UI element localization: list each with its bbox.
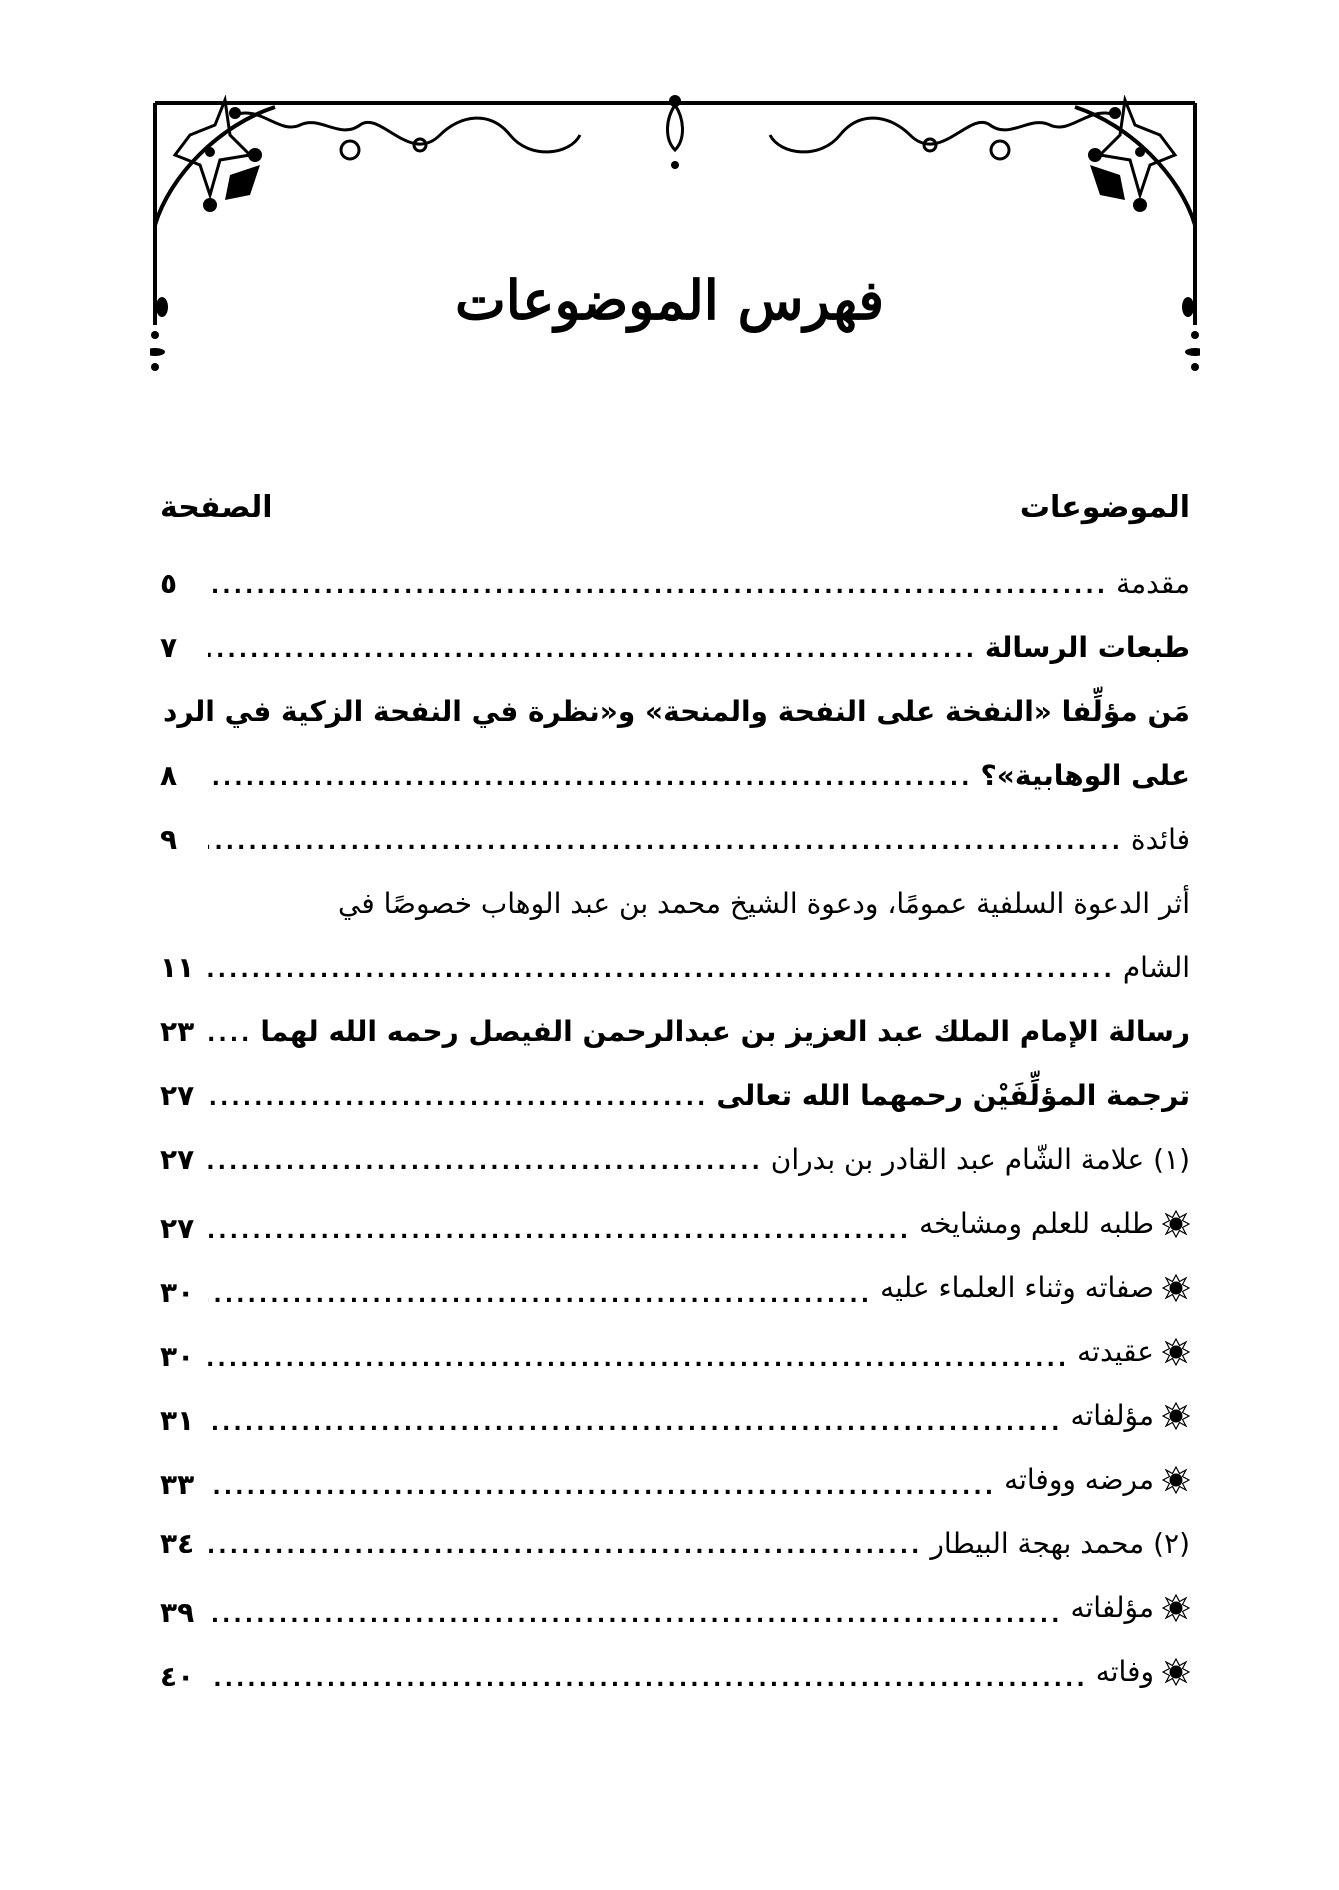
dot-leader [208,1264,872,1328]
toc-header [160,490,1190,552]
dot-leader [208,1200,911,1264]
dot-leader [208,555,1108,619]
toc-entry[interactable] [160,744,1190,808]
toc-entry-page-number: ٣٠ [160,1340,195,1373]
toc-entry[interactable] [160,1064,1190,1128]
dot-leader [208,1003,252,1067]
dot-leader [208,747,973,811]
toc-entry[interactable] [160,616,1190,680]
octagram-bullet-icon [1162,1466,1190,1494]
toc-entry-label [930,1512,1190,1576]
toc-entry-label [985,616,1190,680]
toc-entry-page-number: ٥ [160,567,178,600]
toc-entry-page-number: ٣٣ [160,1468,195,1501]
toc-entry-page-number: ٢٧ [160,1212,195,1245]
toc-entry-page-number: ٢٧ [160,1143,195,1176]
toc-entries [160,552,1190,1704]
dot-leader [208,1131,763,1195]
toc-entry-label [771,1128,1190,1192]
toc-entry-page-number: ٢٣ [160,1015,195,1048]
toc-entry-label [163,680,1190,744]
toc-entry[interactable] [160,808,1190,872]
dot-leader [208,811,1123,875]
toc-entry-page-number: ٢٧ [160,1079,195,1112]
dot-leader [208,1328,1069,1392]
toc-entry-text: مؤلفاته [1070,1399,1154,1432]
toc-entry[interactable] [160,1512,1190,1576]
dot-leader [208,1456,996,1520]
toc-entry-text: مَن مؤلِّفا «النفخة على النفحة والمنحة» و«نظرة في النفحة الزكية في الرد [162,695,1190,728]
toc-entry[interactable] [160,936,1190,1000]
dot-leader [208,1392,1063,1456]
toc-entry-label [1131,808,1190,872]
toc-entry[interactable] [160,1128,1190,1192]
toc-entry-label [1116,552,1190,616]
toc-entry-label [919,1192,1190,1256]
toc-entry-label [338,872,1190,936]
toc-entry-text: فائدة [1130,823,1190,856]
toc-entry-label [1071,1384,1191,1448]
toc-entry-label [1071,1576,1191,1640]
octagram-bullet-icon [1162,1274,1190,1302]
toc-entry[interactable] [160,1448,1190,1512]
dot-leader [208,1648,1088,1712]
toc-entry-page-number: ١١ [160,951,195,984]
toc-entry[interactable] [160,1576,1190,1640]
toc-entry-label [880,1256,1190,1320]
toc-entry-page-number: ٣٤ [160,1527,195,1560]
dot-leader [208,1584,1063,1648]
toc-entry-page-number: ٣١ [160,1404,195,1437]
toc-entry-text: ترجمة المؤلِّفَيْن رحمهما الله تعالى [716,1079,1190,1112]
toc-entry-text: مرضه ووفاته [1004,1463,1154,1496]
dot-leader [208,1067,708,1131]
octagram-bullet-icon [1162,1402,1190,1430]
toc-entry-text: طلبه للعلم ومشايخه [919,1207,1154,1240]
toc-entry-label [1077,1320,1190,1384]
toc-entry-label [1123,936,1190,1000]
toc-entry[interactable] [160,872,1190,936]
toc-entry[interactable] [160,1000,1190,1064]
octagram-bullet-icon [1162,1594,1190,1622]
octagram-bullet-icon [1162,1338,1190,1366]
toc-entry-text: عقيدته [1077,1335,1154,1368]
toc-entry-page-number: ٩ [160,823,178,856]
topics-column-header: الموضوعات [1019,490,1190,525]
toc-entry-text: صفاته وثناء العلماء عليه [880,1271,1154,1304]
toc-entry-text: وفاته [1095,1655,1154,1688]
dot-leader [208,619,977,683]
toc-entry-text: طبعات الرسالة [984,631,1190,664]
toc-entry-text: (١) علامة الشّام عبد القادر بن بدران [770,1143,1190,1176]
toc-entry-page-number: ٨ [160,759,178,792]
table-of-contents [160,490,1190,1704]
toc-entry[interactable] [160,1192,1190,1256]
toc-entry-text: على الوهابية»؟ [980,759,1190,792]
toc-entry[interactable] [160,1640,1190,1704]
octagram-bullet-icon [1162,1658,1190,1686]
toc-entry-text: مقدمة [1116,567,1190,600]
toc-entry-page-number: ٣٠ [160,1276,195,1309]
octagram-bullet-icon [1162,1210,1190,1238]
toc-entry-text: مؤلفاته [1070,1591,1154,1624]
ornamental-header-frame [150,95,1200,395]
toc-entry-text: (٢) محمد بهجة البيطار [930,1527,1190,1560]
dot-leader [208,1515,922,1579]
toc-entry[interactable] [160,1320,1190,1384]
toc-entry[interactable] [160,1384,1190,1448]
toc-entry-label [1096,1640,1190,1704]
toc-entry-text: الشام [1122,951,1190,984]
page-column-header: الصفحة [160,490,273,525]
page-title: فهرس الموضوعات [454,268,885,332]
toc-entry[interactable] [160,552,1190,616]
dot-leader [208,939,1115,1003]
toc-entry-page-number: ٤٠ [160,1660,195,1693]
toc-entry-page-number: ٧ [160,631,178,664]
toc-entry[interactable] [160,1256,1190,1320]
toc-entry-label [260,1000,1190,1064]
toc-entry-text: أثر الدعوة السلفية عمومًا، ودعوة الشيخ محمد بن عبد الوهاب خصوصًا في [338,887,1190,920]
toc-entry-label [981,744,1190,808]
toc-entry-label [1004,1448,1190,1512]
toc-entry-label [716,1064,1190,1128]
toc-entry-text: رسالة الإمام الملك عبد العزيز بن عبدالرحمن الفيصل رحمه الله لهما [260,1015,1190,1048]
toc-entry[interactable] [160,680,1190,744]
toc-entry-page-number: ٣٩ [160,1596,195,1629]
